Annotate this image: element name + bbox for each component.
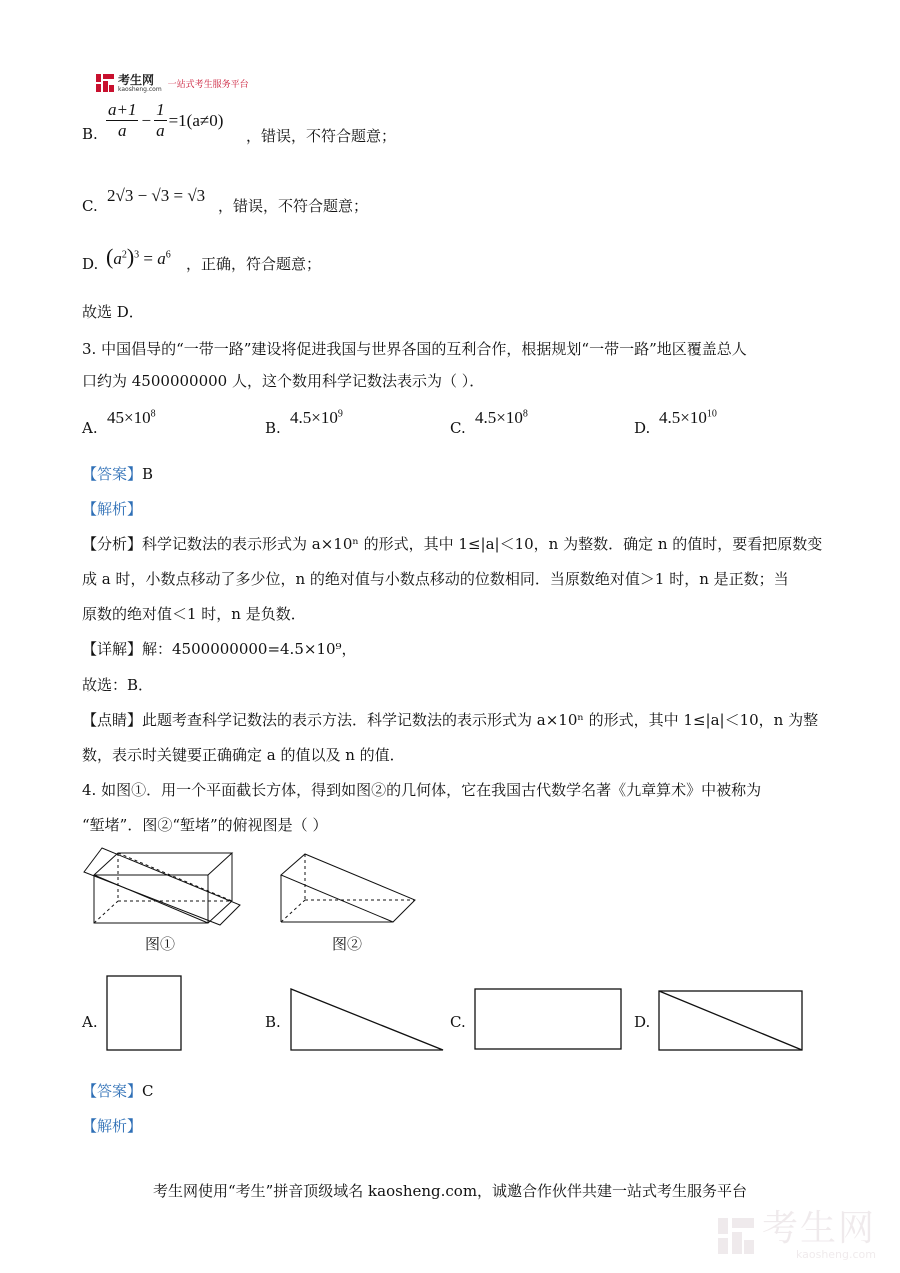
q3-d-mantissa: 4.5×10 [659,408,707,427]
logo-slogan: 一站式考生服务平台 [167,79,249,90]
q3-fenxi-line3: 原数的绝对值＜1 时，n 是负数． [82,605,306,623]
fig2-slant-face [281,854,415,922]
q3-analysis-tag: 【解析】 [82,500,143,518]
q4-option-b-label: B. [265,1013,281,1031]
q4-analysis-tag: 【解析】 [82,1117,143,1135]
q2-b-den2: a [156,121,165,140]
q3-answer-tag: 【答案】 [82,465,143,483]
fig1-hidden-left [94,901,118,923]
q2-conclusion: 故选 D． [82,303,144,321]
q4-answer-tag: 【答案】 [82,1082,143,1100]
q3-answer [82,464,153,484]
fig1-cut-line [94,875,208,923]
q3-dianjing-tag: 【点睛】 [82,711,143,729]
q3-xiangjie-tag: 【详解】 [82,640,143,658]
q2-b-num1: a+1 [108,100,137,119]
q3-dianjing-text1: 此题考查科学记数法的表示方法．科学记数法的表示形式为 a×10ⁿ 的形式，其中 1≤|a|＜10，n 为整 [142,711,819,729]
fig1-cutting-plane [84,848,240,925]
q3-option-b-value [290,408,343,428]
q3-stem-line1: 3. 中国倡导的“一带一路”建设将促进我国与世界各国的互利合作，根据规划“一带一路”地区覆盖总人 [82,340,747,358]
q4-answer [82,1081,154,1101]
q3-c-exp: 8 [522,408,528,420]
watermark-domain: kaosheng.com [795,1248,876,1261]
q3-option-d-value [659,408,717,428]
option-c-rectangle [475,989,621,1049]
q3-b-exp: 9 [337,408,343,420]
q4-option-d-label: D. [634,1013,651,1031]
q3-option-d-label: D. [634,419,651,437]
fig2-hidden-left [281,900,305,922]
q2-d-base-rhs: a [157,249,166,268]
q4-option-d-figure [658,990,804,1052]
q2-d-eq: = [143,249,153,268]
q4-answer-value: C [142,1082,154,1100]
watermark-name: 考生网 [761,1208,876,1249]
q2-option-b-label: B. [82,125,98,143]
q2-b-num2: 1 [156,100,165,119]
logo-name: 考生网 [118,72,155,87]
q3-xiangjie-text: 解：4500000000=4.5×10⁹， [142,640,357,658]
fig1-hidden-diagonal [118,853,232,901]
q2-d-inner-exp: 2 [121,249,127,261]
q4-option-c-figure [474,988,622,1050]
q4-option-b-figure [289,987,445,1052]
q2-option-c-expr: 2√3 − √3 = √3 [107,186,206,205]
q3-fenxi-text1: 科学记数法的表示形式为 a×10ⁿ 的形式，其中 1≤|a|＜10，n 为整数．确定 n 的值时，要看把原数变 [142,535,823,553]
q3-option-a-label: A. [82,419,98,437]
q4-option-c-label: C. [450,1013,466,1031]
q2-option-c-comment: ，错误，不符合题意； [218,197,369,215]
q3-a-mantissa: 45×10 [107,408,151,427]
q3-dianjing-line1 [82,710,818,730]
q4-figure-1 [80,845,245,930]
q3-dianjing-line2: 数，表示时关键要正确确定 a 的值以及 n 的值． [82,746,405,764]
q3-fenxi-line2: 成 a 时，小数点移动了多少位，n 的绝对值与小数点移动的位数相同．当原数绝对值＞1 时，n 是正数；当 [82,570,789,588]
logo-icon [95,73,115,93]
q4-option-a-label: A. [82,1013,98,1031]
q3-c-mantissa: 4.5×10 [475,408,523,427]
q3-choice: 故选：B． [82,676,154,694]
option-a-square [107,976,181,1050]
q2-b-op: − [141,110,152,130]
q3-d-exp: 10 [706,408,717,420]
option-d-diagonal [659,991,802,1050]
q3-answer-value: B [142,465,154,483]
q4-option-a-figure [106,975,182,1051]
fig1-bottom-right-edge [208,901,232,923]
q2-d-rhs-exp: 6 [165,249,171,261]
watermark-logo-icon [716,1216,756,1256]
q3-option-a-value [107,408,156,428]
q4-stem-line1: 4. 如图①．用一个平面截长方体，得到如图②的几何体，它在我国古代数学名著《九章算术》中被称为 [82,781,762,799]
q3-xiangjie [82,639,357,659]
q3-b-mantissa: 4.5×10 [290,408,338,427]
q3-option-c-value [475,408,528,428]
header-logo [95,72,249,94]
q2-option-d-expr: $(a^2)^3 = a^6$ [106,244,171,269]
q3-a-exp: 8 [150,408,156,420]
q2-b-den1: a [117,121,127,140]
q2-option-c-label: C. [82,197,98,215]
q4-figure-1-caption: 图① [145,935,176,953]
watermark [716,1210,876,1261]
q4-figure-2 [275,850,420,925]
q4-figure-2-caption: 图② [332,935,363,953]
q2-option-b-expr [106,100,223,141]
q4-stem-line2: “堑堵”．图②“堑堵”的俯视图是（ ） [82,816,328,834]
q2-option-d-label: D. [82,255,99,273]
q3-stem-line2: 口约为 4500000000 人，这个数用科学记数法表示为（ ）． [82,372,485,390]
logo-domain: kaosheng.com [118,85,162,93]
q2-d-base: a [113,249,122,268]
q2-d-outer-exp: 3 [134,249,140,261]
q2-b-rhs: =1(a≠0) [168,110,224,130]
q3-option-c-label: C. [450,419,466,437]
q3-option-b-label: B. [265,419,281,437]
q2-option-b-comment: ，错误，不符合题意； [246,127,397,145]
option-b-triangle [291,989,443,1050]
q3-fenxi-tag: 【分析】 [82,535,143,553]
footer-text: 考生网使用“考生”拼音顶级域名 kaosheng.com，诚邀合作伙伴共建一站式考生服务平台 [152,1182,748,1200]
q2-option-d-comment: ，正确，符合题意； [186,255,322,273]
q3-fenxi-line1 [82,534,822,554]
